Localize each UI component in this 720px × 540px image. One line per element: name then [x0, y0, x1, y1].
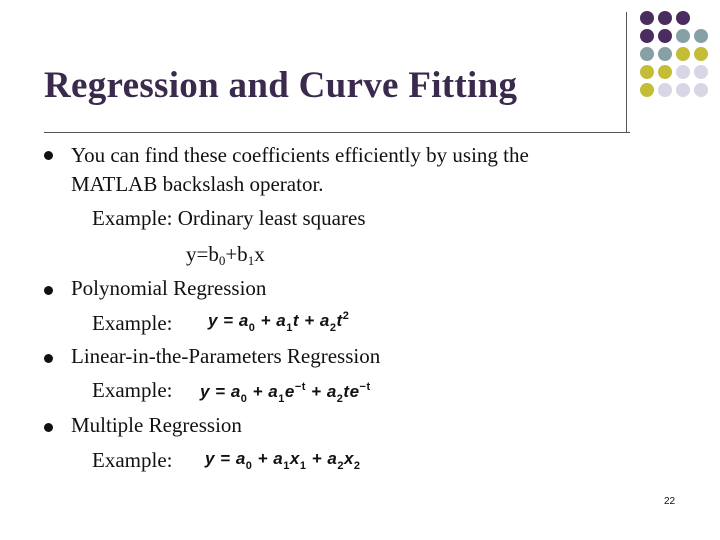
bullet-1-formula: $y=b_0+b_1x$ — [186, 242, 265, 268]
vertical-rule — [626, 12, 627, 132]
title-underline — [44, 132, 630, 133]
bullet-3-example-label: Example: — [92, 378, 173, 402]
bullet-3-equation: $y = a_0 + a_1e^{-t} + a_2te^{-t}$ — [200, 381, 371, 405]
bullet-1-dot — [44, 151, 53, 160]
bullet-1-line-2: MATLAB backslash operator. — [71, 172, 324, 196]
decorative-dot — [640, 29, 654, 43]
page-number: 22 — [664, 496, 676, 507]
decorative-dot — [676, 47, 690, 61]
decorative-dot — [694, 47, 708, 61]
bullet-1-line-1: You can find these coefficients efficiently by using the — [71, 143, 529, 167]
bullet-4-text: Multiple Regression — [71, 413, 242, 437]
bullet-2-text: Polynomial Regression — [71, 276, 267, 300]
decorative-dot — [640, 65, 654, 79]
bullet-3-text: Linear-in-the-Parameters Regression — [71, 344, 381, 368]
decorative-dot — [694, 65, 708, 79]
decorative-dot — [640, 47, 654, 61]
bullet-1-example: Example: Ordinary least squares — [92, 206, 366, 230]
bullet-4-example-label: Example: — [92, 448, 173, 472]
decorative-dot — [676, 65, 690, 79]
decorative-dot — [640, 11, 654, 25]
bullet-3-dot — [44, 354, 53, 363]
decorative-dot — [658, 83, 672, 97]
decorative-dot — [676, 29, 690, 43]
decorative-dot — [676, 11, 690, 25]
decorative-dot — [658, 11, 672, 25]
decorative-dot — [658, 65, 672, 79]
decorative-dot — [640, 83, 654, 97]
bullet-2-dot — [44, 286, 53, 295]
decorative-dot — [658, 47, 672, 61]
decorative-dot — [676, 83, 690, 97]
bullet-4-equation: $y = a_0 + a_1x_1 + a_2x_2$ — [205, 449, 361, 472]
decorative-dot — [658, 29, 672, 43]
decorative-dot — [694, 29, 708, 43]
slide-title: Regression and Curve Fitting — [44, 65, 518, 106]
bullet-2-equation: $y = a_0 + a_1t + a_2t^2$ — [208, 310, 350, 334]
bullet-2-example-label: Example: — [92, 311, 173, 335]
bullet-4-dot — [44, 423, 53, 432]
decorative-dot — [694, 83, 708, 97]
